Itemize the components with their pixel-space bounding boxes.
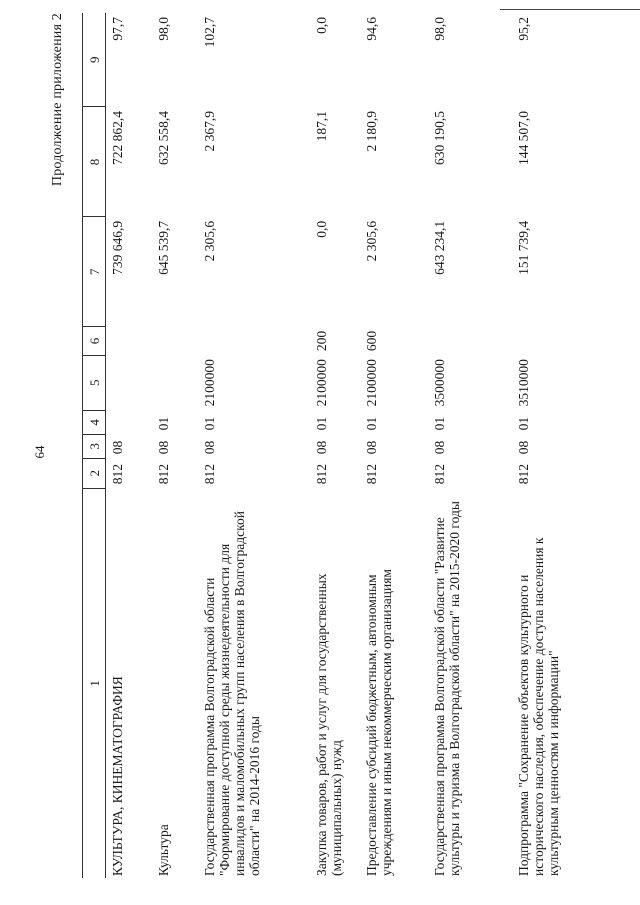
- cell-c7: 2 305,6: [202, 220, 217, 262]
- cell-c6: [198, 327, 310, 355]
- row-name: Предоставление субсидий бюджетным, автономным учреждениям и иным некоммерческим организациям: [364, 569, 394, 876]
- col-header-3: 3: [83, 434, 106, 458]
- cell-c6: 200: [314, 330, 329, 352]
- cell-c6: [512, 327, 588, 355]
- cell-c6: 600: [364, 330, 379, 352]
- cell-c9: 94,6: [364, 17, 379, 41]
- row-name: Государственная программа Волгоградской области "Формирование доступной среды жизнедеятельности для инвалидов и маломобильных групп населения в Волгоградской области" на 2014-2016 годы: [202, 511, 262, 876]
- table-row: [106, 13, 153, 878]
- cell-c2: 812: [364, 464, 379, 485]
- row-name: КУЛЬТУРА, КИНЕМАТОГРАФИЯ: [110, 676, 125, 876]
- table-row: [152, 13, 198, 878]
- row-name: Культура: [156, 824, 171, 876]
- table-row: [360, 13, 428, 878]
- cell-c8: 144 507,0: [516, 110, 531, 165]
- cell-c5: [152, 355, 198, 410]
- cell-c7: 643 234,1: [432, 220, 447, 275]
- cell-c7: 645 539,7: [156, 220, 171, 275]
- cell-c2: 812: [432, 464, 447, 485]
- rotated-sheet: [50, 13, 630, 878]
- cell-c9: 95,2: [516, 17, 531, 41]
- cell-c3: 08: [432, 440, 447, 455]
- cell-c9: 98,0: [156, 17, 171, 41]
- cell-c8: 2 180,9: [364, 110, 379, 152]
- cell-c9: 97,7: [110, 17, 125, 41]
- cell-c4: 01: [314, 416, 329, 431]
- continuation-label: Продолжение приложения 2: [50, 13, 65, 187]
- col-header-4: 4: [83, 410, 106, 434]
- table-row: [428, 13, 512, 878]
- cell-c4: 01: [202, 416, 217, 431]
- col-header-7: 7: [83, 217, 106, 327]
- cell-c8: 722 862,4: [110, 110, 125, 165]
- cell-c5: 2100000: [202, 359, 217, 407]
- budget-table: [82, 13, 588, 878]
- cell-c8: 187,1: [314, 110, 329, 142]
- cell-c2: 812: [314, 464, 329, 485]
- cell-c2: 812: [156, 464, 171, 485]
- cell-c5: 2100000: [314, 359, 329, 407]
- cell-c3: 08: [202, 440, 217, 455]
- cell-c8: 632 558,4: [156, 110, 171, 165]
- cell-c4: 01: [432, 416, 447, 431]
- cell-c5: [106, 355, 153, 410]
- table-row: [512, 13, 588, 878]
- top-rule: [500, 9, 640, 10]
- cell-c7: 2 305,6: [364, 220, 379, 262]
- cell-c5: 2100000: [364, 359, 379, 407]
- cell-c9: 102,7: [202, 17, 217, 48]
- cell-c5: 3510000: [516, 359, 531, 407]
- col-header-6: 6: [83, 327, 106, 355]
- cell-c9: 0,0: [314, 17, 329, 34]
- cell-c4: 01: [156, 416, 171, 431]
- cell-c6: [152, 327, 198, 355]
- cell-c7: 0,0: [314, 220, 329, 238]
- cell-c2: 812: [202, 464, 217, 485]
- col-header-9: 9: [83, 13, 106, 107]
- cell-c8: 630 190,5: [432, 110, 447, 165]
- cell-c9: 98,0: [432, 17, 447, 41]
- cell-c6: [428, 327, 512, 355]
- row-name: Государственная программа Волгоградской области "Развитие культуры и туризма в Волгоградской области" на 2015-2020 годы: [432, 501, 462, 876]
- row-name: Закупка товаров, работ и услуг для государственных (муниципальных) нужд: [314, 573, 344, 876]
- col-header-2: 2: [83, 458, 106, 488]
- cell-c8: 2 367,9: [202, 110, 217, 152]
- cell-c2: 812: [110, 464, 125, 485]
- cell-c6: [106, 327, 153, 355]
- page-number: 64: [32, 445, 47, 459]
- cell-c4: 01: [516, 416, 531, 431]
- col-header-5: 5: [83, 355, 106, 410]
- cell-c5: 3500000: [432, 359, 447, 407]
- header-row: [83, 13, 106, 878]
- cell-c7: 739 646,9: [110, 220, 125, 275]
- cell-c4: [106, 410, 153, 434]
- col-header-8: 8: [83, 107, 106, 217]
- table-row: [198, 13, 310, 878]
- cell-c3: 08: [364, 440, 379, 455]
- cell-c2: 812: [516, 464, 531, 485]
- table-row: [310, 13, 360, 878]
- cell-c3: 08: [156, 440, 171, 455]
- row-name: Подпрограмма "Сохранение объектов культурного и исторического наследия, обеспечение доступа населения к культурным ценностям и информации": [516, 537, 561, 876]
- cell-c3: 08: [516, 440, 531, 455]
- cell-c3: 08: [110, 440, 125, 455]
- cell-c7: 151 739,4: [516, 220, 531, 275]
- col-header-1: 1: [83, 488, 106, 878]
- cell-c4: 01: [364, 416, 379, 431]
- cell-c3: 08: [314, 440, 329, 455]
